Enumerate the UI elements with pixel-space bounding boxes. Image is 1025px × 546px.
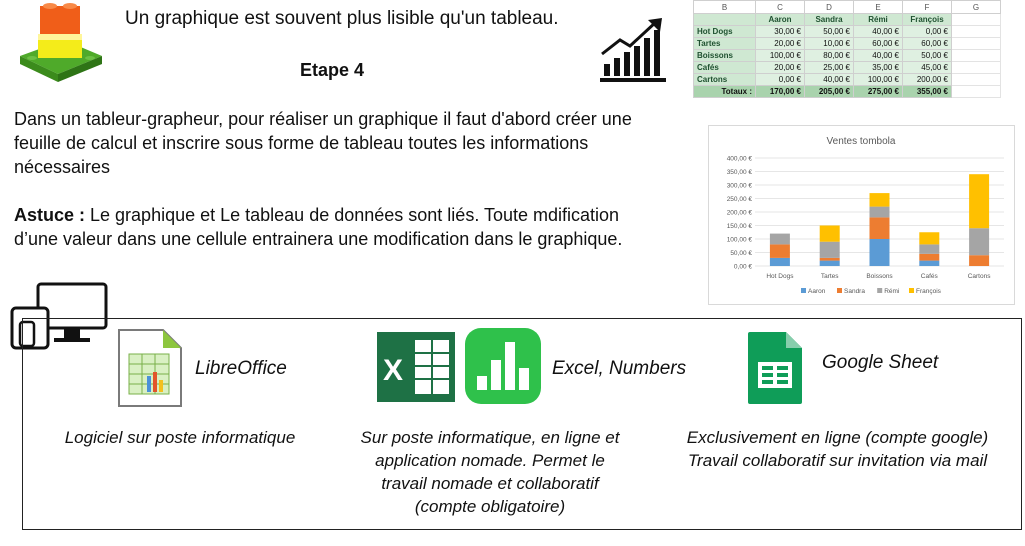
totals-row bbox=[694, 86, 1001, 98]
table-cell[interactable] bbox=[952, 86, 1001, 98]
bar-segment bbox=[969, 228, 989, 255]
row-label[interactable]: Hot Dogs bbox=[694, 26, 756, 38]
total-cell[interactable]: 355,00 € bbox=[903, 86, 952, 98]
total-cell[interactable]: 170,00 € bbox=[756, 86, 805, 98]
x-tick-label: Cartons bbox=[967, 273, 991, 280]
table-cell[interactable]: 40,00 € bbox=[854, 26, 903, 38]
table-row bbox=[694, 26, 1001, 38]
bar-segment bbox=[919, 244, 939, 253]
bar-segment bbox=[870, 207, 890, 218]
lego-bricks-icon bbox=[18, 0, 104, 84]
bar-segment bbox=[870, 239, 890, 266]
libreoffice-label: LibreOffice bbox=[195, 358, 287, 379]
tip-text: Le graphique et Le tableau de données sont liés. Toute mdification d’une valeur dans une cellule entrainera une modification dans le graphique. bbox=[14, 205, 623, 249]
table-cell[interactable] bbox=[952, 38, 1001, 50]
bar-segment bbox=[820, 261, 840, 266]
y-tick-label: 250,00 € bbox=[726, 196, 752, 203]
table-header-cell[interactable]: Sandra bbox=[805, 14, 854, 26]
y-tick-label: 150,00 € bbox=[726, 223, 752, 230]
legend-swatch bbox=[837, 288, 842, 293]
column-header[interactable]: B bbox=[694, 1, 756, 14]
tip-paragraph bbox=[14, 203, 664, 251]
y-tick-label: 300,00 € bbox=[726, 182, 752, 190]
chart-title: Ventes tombola bbox=[826, 136, 896, 147]
table-header-cell[interactable]: François bbox=[903, 14, 952, 26]
table-cell[interactable]: 50,00 € bbox=[805, 26, 854, 38]
legend-label: François bbox=[916, 288, 941, 295]
bar-segment bbox=[770, 244, 790, 258]
legend-label: Aaron bbox=[808, 288, 826, 295]
table-cell[interactable]: 80,00 € bbox=[805, 50, 854, 62]
numbers-icon[interactable] bbox=[463, 326, 543, 406]
table-cell[interactable]: 0,00 € bbox=[756, 74, 805, 86]
step-heading: Etape 4 bbox=[300, 60, 365, 80]
bar-segment bbox=[820, 242, 840, 258]
table-cell[interactable] bbox=[952, 50, 1001, 62]
bar-segment bbox=[969, 174, 989, 228]
legend-swatch bbox=[877, 288, 882, 293]
table-row bbox=[694, 38, 1001, 50]
row-label[interactable]: Cafés bbox=[694, 62, 756, 74]
chart-frame[interactable] bbox=[708, 125, 1015, 305]
legend-swatch bbox=[801, 288, 806, 293]
y-tick-label: 50,00 € bbox=[730, 250, 752, 257]
table-cell[interactable]: 50,00 € bbox=[903, 50, 952, 62]
totals-label[interactable]: Totaux : bbox=[694, 86, 756, 98]
tip-label: Astuce : bbox=[14, 205, 86, 225]
table-cell[interactable] bbox=[694, 14, 756, 26]
table-cell[interactable]: 25,00 € bbox=[805, 62, 854, 74]
table-row bbox=[694, 50, 1001, 62]
intro-paragraph: Dans un tableur-grapheur, pour réaliser un graphique il faut d'abord créer une feuille de calcul et inscrire sous forme de tableau toutes les informations nécessaires bbox=[14, 109, 632, 177]
table-row bbox=[694, 74, 1001, 86]
google-sheet-label: Google Sheet bbox=[822, 352, 939, 373]
x-tick-label: Hot Dogs bbox=[766, 273, 794, 280]
table-cell[interactable]: 200,00 € bbox=[903, 74, 952, 86]
page-title: Un graphique est souvent plus lisible qu'un tableau. bbox=[125, 8, 559, 29]
x-tick-label: Cafés bbox=[920, 273, 938, 280]
bar-segment bbox=[820, 226, 840, 242]
bar-segment bbox=[919, 232, 939, 244]
table-cell[interactable] bbox=[952, 74, 1001, 86]
table-cell[interactable]: 60,00 € bbox=[854, 38, 903, 50]
desc-line: travail nomade et collaboratif bbox=[381, 474, 599, 493]
table-cell[interactable]: 35,00 € bbox=[854, 62, 903, 74]
libreoffice-calc-icon[interactable] bbox=[117, 328, 183, 408]
growth-chart-icon bbox=[598, 18, 670, 84]
bar-segment bbox=[919, 254, 939, 261]
table-cell[interactable]: 40,00 € bbox=[854, 50, 903, 62]
y-tick-label: 0,00 € bbox=[733, 263, 752, 271]
libreoffice-desc: Logiciel sur poste informatique bbox=[64, 428, 296, 447]
table-cell[interactable] bbox=[952, 14, 1001, 26]
y-tick-label: 200,00 € bbox=[726, 209, 752, 217]
table-row bbox=[694, 62, 1001, 74]
y-tick-label: 400,00 € bbox=[726, 155, 752, 163]
desc-line: Sur poste informatique, en ligne et bbox=[360, 428, 620, 447]
total-cell[interactable]: 205,00 € bbox=[805, 86, 854, 98]
column-header[interactable]: G bbox=[952, 1, 1001, 14]
desc-line: (compte obligatoire) bbox=[414, 497, 566, 516]
table-cell[interactable]: 40,00 € bbox=[805, 74, 854, 86]
total-cell[interactable]: 275,00 € bbox=[854, 86, 903, 98]
row-label[interactable]: Boissons bbox=[694, 50, 756, 62]
x-tick-label: Boissons bbox=[866, 273, 893, 280]
spreadsheet bbox=[693, 0, 1025, 125]
table-header-cell[interactable]: Rémi bbox=[854, 14, 903, 26]
row-label[interactable]: Cartons bbox=[694, 74, 756, 86]
bar-segment bbox=[870, 217, 890, 239]
excel-icon[interactable] bbox=[375, 330, 457, 404]
excel-numbers-desc bbox=[330, 426, 650, 518]
table-cell[interactable]: 60,00 € bbox=[903, 38, 952, 50]
row-label[interactable]: Tartes bbox=[694, 38, 756, 50]
table-cell[interactable]: 100,00 € bbox=[854, 74, 903, 86]
google-sheets-icon[interactable] bbox=[746, 330, 804, 406]
table-cell[interactable] bbox=[952, 62, 1001, 74]
legend-label: Rémi bbox=[884, 288, 900, 295]
legend-swatch bbox=[909, 288, 914, 293]
y-tick-label: 350,00 € bbox=[726, 169, 752, 176]
column-header[interactable]: E bbox=[854, 1, 903, 14]
bar-segment bbox=[820, 258, 840, 261]
table-cell[interactable]: 10,00 € bbox=[805, 38, 854, 50]
desc-line: application nomade. Permet le bbox=[375, 451, 605, 470]
bar-segment bbox=[770, 258, 790, 266]
google-sheet-desc bbox=[660, 426, 1015, 472]
x-tick-label: Tartes bbox=[820, 273, 839, 280]
column-header[interactable]: C bbox=[756, 1, 805, 14]
table-cell[interactable] bbox=[952, 26, 1001, 38]
desc-line: Travail collaboratif sur invitation via mail bbox=[687, 451, 988, 470]
table-cell[interactable]: 0,00 € bbox=[903, 26, 952, 38]
table-cell[interactable]: 100,00 € bbox=[756, 50, 805, 62]
bar-segment bbox=[969, 255, 989, 266]
bar-segment bbox=[870, 193, 890, 207]
excel-numbers-label: Excel, Numbers bbox=[552, 358, 687, 379]
bar-segment bbox=[770, 234, 790, 245]
stacked-bar-chart bbox=[709, 126, 1014, 304]
bar-segment bbox=[919, 261, 939, 266]
legend-label: Sandra bbox=[844, 288, 865, 295]
column-header[interactable]: D bbox=[805, 1, 854, 14]
y-tick-label: 100,00 € bbox=[726, 236, 752, 244]
table-cell[interactable]: 30,00 € bbox=[756, 26, 805, 38]
svg-text:X: X bbox=[383, 354, 404, 387]
table-cell[interactable]: 45,00 € bbox=[903, 62, 952, 74]
column-header[interactable]: F bbox=[903, 1, 952, 14]
desc-line: Exclusivement en ligne (compte google) bbox=[686, 428, 989, 447]
table-cell[interactable]: 20,00 € bbox=[756, 62, 805, 74]
table-header-cell[interactable]: Aaron bbox=[756, 14, 805, 26]
table-cell[interactable]: 20,00 € bbox=[756, 38, 805, 50]
